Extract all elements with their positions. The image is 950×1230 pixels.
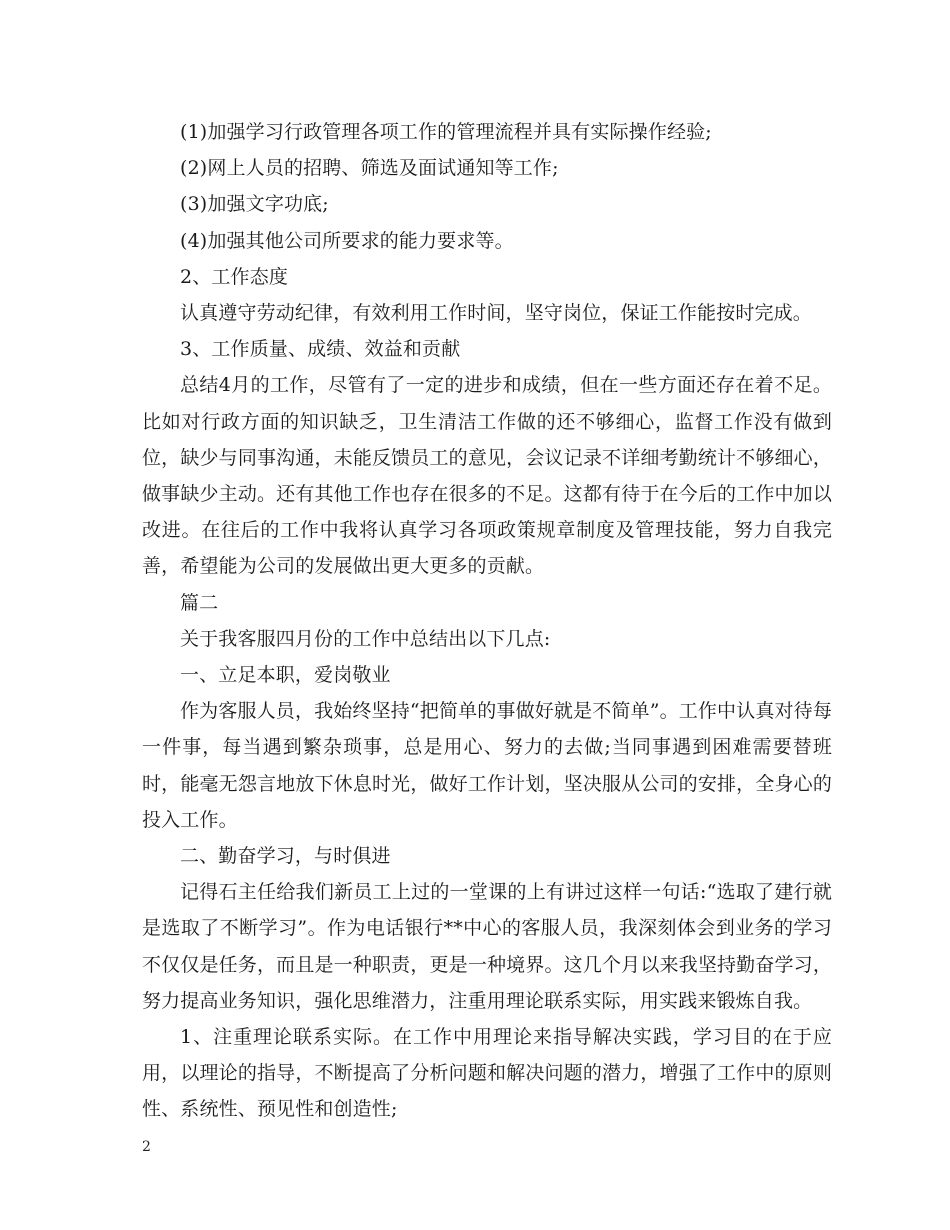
paragraph-8: 总结4月的工作，尽管有了一定的进步和成绩，但在一些方面还存在着不足。比如对行政方面的知识缺乏，卫生清洁工作做的还不够细心，监督工作没有做到位，缺少与同事沟通，未能反馈员工的意见，会议记录不详细考勤统计不够细心，做事缺少主动。还有其他工作也存在很多的不足。这都有待于在今后的工作中加以改进。在往后的工作中我将认真学习各项政策规章制度及管理技能，努力自我完善，希望能为公司的发展做出更大更多的贡献。: [142, 374, 832, 578]
section-heading-diligent-study: 二、勤奋学习，与时俱进: [180, 845, 391, 868]
paragraph-3: (3)加强文字功底;: [180, 193, 329, 216]
paragraph-10: 关于我客服四月份的工作中总结出以下几点:: [180, 627, 551, 650]
paragraph-14: 记得石主任给我们新员工上过的一堂课的上有讲过这样一句话:“选取了建行就是选取了不断学习”。作为电话银行**中心的客服人员，我深刻体会到业务的学习不仅仅是任务，而且是一种职责，更是一种境界。这几个月以来我坚持勤奋学习，努力提高业务知识，强化思维潜力，注重用理论联系实际，用实践来锻炼自我。: [142, 881, 832, 1012]
paragraph-12: 作为客服人员，我始终坚持“把简单的事做好就是不简单”。工作中认真对待每一件事，每当遇到繁杂琐事，总是用心、努力的去做;当同事遇到困难需要替班时，能毫无怨言地放下休息时光，做好工作计划，坚决服从公司的安排，全身心的投入工作。: [142, 700, 832, 831]
section-heading-work-attitude: 2、工作态度: [180, 265, 288, 288]
paragraph-15: 1、注重理论联系实际。在工作中用理论来指导解决实践，学习目的在于应用，以理论的指导，不断提高了分析问题和解决问题的潜力，增强了工作中的原则性、系统性、预见性和创造性;: [142, 1026, 832, 1121]
paragraph-1: (1)加强学习行政管理各项工作的管理流程并具有实际操作经验;: [180, 121, 712, 143]
section-heading-work-quality: 3、工作质量、成绩、效益和贡献: [180, 338, 461, 361]
section-title-part-two: 篇二: [180, 591, 219, 614]
section-heading-job-dedication: 一、立足本职，爱岗敬业: [180, 664, 391, 687]
paragraph-6: 认真遵守劳动纪律，有效利用工作时间，坚守岗位，保证工作能按时完成。: [180, 302, 812, 325]
paragraph-4: (4)加强其他公司所要求的能力要求等。: [180, 229, 514, 252]
paragraph-2: (2)网上人员的招聘、筛选及面试通知等工作;: [180, 157, 559, 180]
document-body: [142, 114, 832, 1128]
page-number: 2: [142, 1139, 151, 1155]
